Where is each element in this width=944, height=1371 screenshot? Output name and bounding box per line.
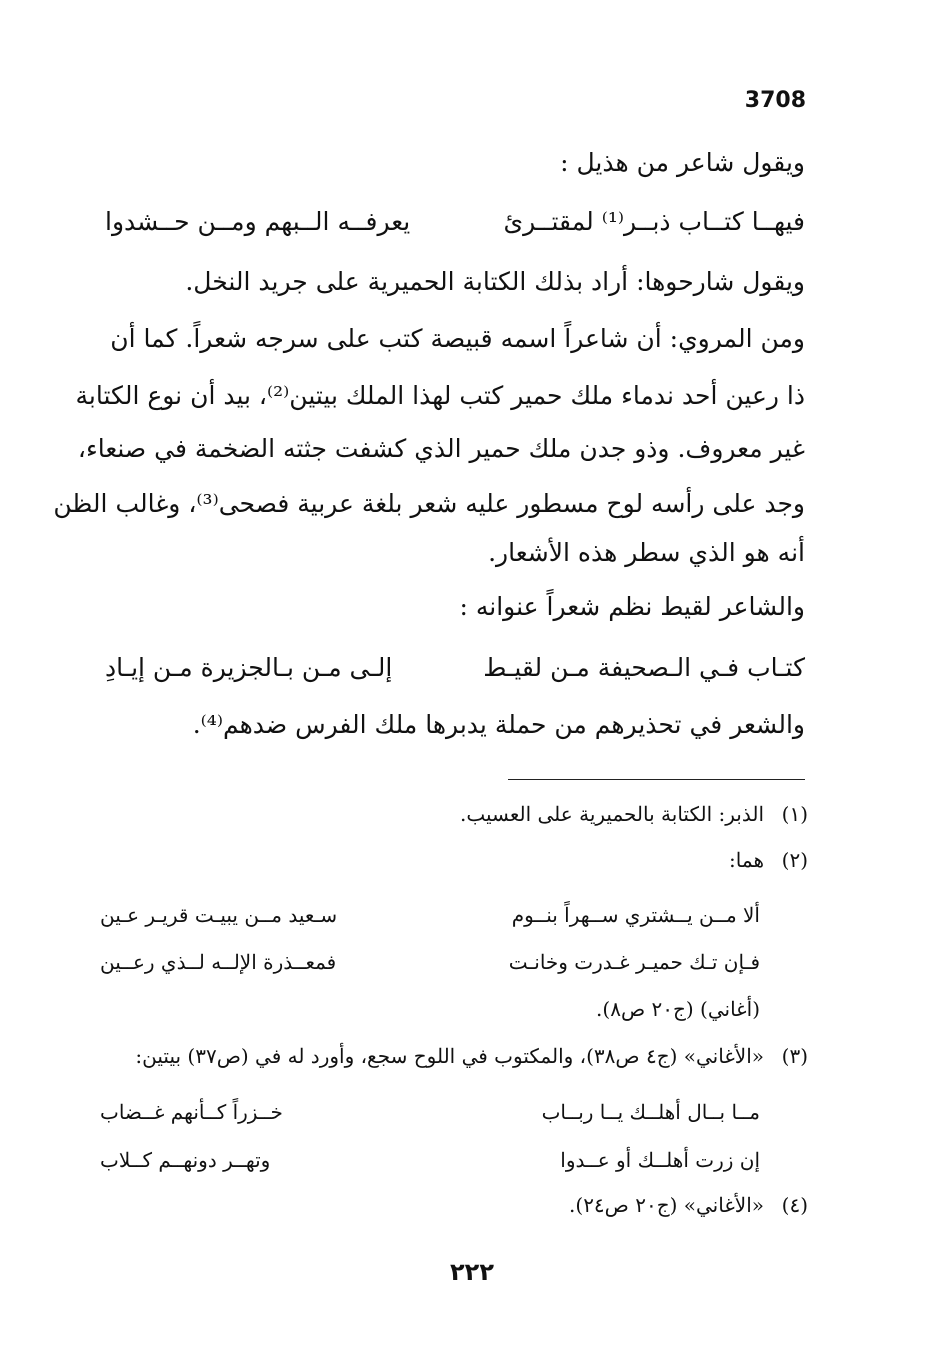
verse-2 <box>105 653 805 682</box>
paragraph-line-1: ومن المروي: أن شاعراً اسمه قبيصة كتب على سرجه شعراً. كما أن <box>110 324 805 353</box>
paragraph-line-5: أنه هو الذي سطر هذه الأشعار. <box>488 538 805 567</box>
footnote-3-verse-1-first: مــا بــال أهلــك يــا ربــاب <box>541 1100 760 1124</box>
footnote-2-verse-1-second: سـعيد مــن يبيـت قريـر عـين <box>100 903 338 927</box>
commentary-line: ويقول شارحوها: أراد بذلك الكتابة الحميرية على جريد النخل. <box>185 267 805 296</box>
footnote-3 <box>100 1044 808 1068</box>
footnote-4-number: (٤) <box>781 1193 808 1217</box>
footnote-2-verse-1-first: ألا مــن يــشتري ســهراً بنــوم <box>511 903 760 927</box>
paragraph-line-2: ذا رعين أحد ندماء ملك حمير كتب لهذا الملك بيتين⁽²⁾، بيد أن نوع الكتابة <box>75 381 805 410</box>
footnote-1 <box>100 802 808 826</box>
footnote-1-text: الذبر: الكتابة بالحميرية على العسيب. <box>459 802 764 826</box>
footnote-2-verse-1 <box>100 903 760 927</box>
footnote-3-verse-1 <box>100 1100 760 1124</box>
verse-1 <box>105 207 805 236</box>
footnote-2-number: (٢) <box>781 848 808 872</box>
footnote-3-verse-1-second: خــزراً كــأنهم غــضاب <box>100 1100 283 1124</box>
footnote-3-text: «الأغاني» (ج٤ ص٣٨)، والمكتوب في اللوح سجع، وأورد له في (ص٣٧) بيتين: <box>135 1044 764 1068</box>
intro-line-2: والشاعر لقيط نظم شعراً عنوانه : <box>459 592 805 621</box>
footnote-2-verse-2 <box>100 950 760 974</box>
footnote-2-text: هما: <box>729 848 764 872</box>
footnote-2-verse-2-second: فمعــذرة الإلــه لــذي رعــين <box>100 950 337 974</box>
footnote-4-text: «الأغاني» (ج٢٠ ص٢٤). <box>569 1193 764 1217</box>
verse-1-second-hemistich: يعرفــه الــبهم ومــن حــشدوا <box>105 207 411 236</box>
footer-page-number: ٢٢٢ <box>450 1258 494 1286</box>
page-number: 3708 <box>744 88 806 113</box>
footnote-4 <box>100 1193 808 1217</box>
footnote-2-verse-2-first: فـإن تـك حميـر غـدرت وخانـت <box>508 950 760 974</box>
footnote-3-number: (٣) <box>781 1044 808 1068</box>
footnote-2 <box>100 848 808 872</box>
closing-line: والشعر في تحذيرهم من حملة يدبرها ملك الفرس ضدهم⁽⁴⁾. <box>192 710 805 739</box>
paragraph-line-3: غير معروف. وذو جدن ملك حمير الذي كشفت جثته الضخمة في صنعاء، <box>77 434 805 463</box>
footnote-separator <box>508 779 805 780</box>
footnote-3-verse-2 <box>100 1148 760 1172</box>
footnote-3-verse-2-second: وتهــر دونهــم كــلاب <box>100 1148 271 1172</box>
verse-2-second-hemistich: إلـى مـن بـالجزيرة مـن إيـادِ <box>105 653 393 682</box>
verse-1-first-hemistich: فيهــا كتــاب ذبــر⁽¹⁾ لمقتــرئ <box>503 207 805 236</box>
footnote-1-number: (١) <box>781 802 808 826</box>
paragraph-line-4: وجد على رأسه لوح مسطور عليه شعر بلغة عربية فصحى⁽³⁾، وغالب الظن <box>53 489 805 518</box>
verse-2-first-hemistich: كتـاب فـي الـصحيفة مـن لقيـط <box>483 653 805 682</box>
footnote-3-verse-2-first: إن زرت أهلــك أو عــدوا <box>560 1148 760 1172</box>
footnote-2-source: (أغاني) (ج٢٠ ص٨). <box>596 997 760 1021</box>
intro-line-1: ويقول شاعر من هذيل : <box>560 148 805 177</box>
